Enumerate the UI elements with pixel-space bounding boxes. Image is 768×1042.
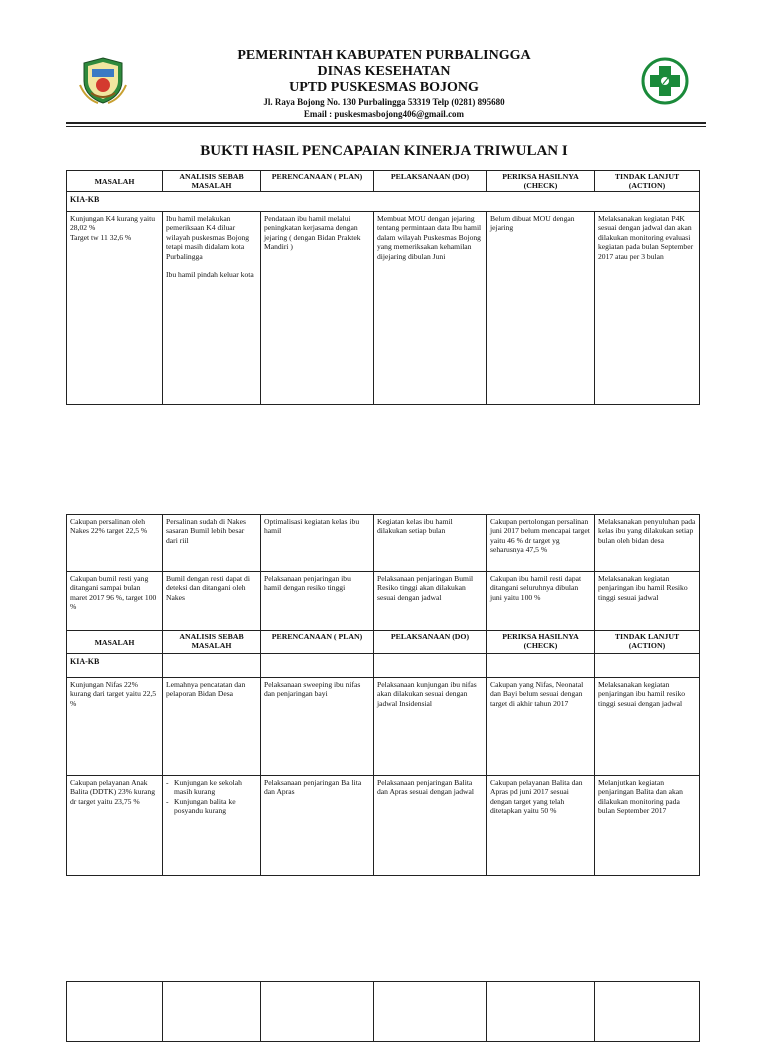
- cell-analisis: Ibu hamil melakukan pemeriksaan K4 diluar wilayah puskesmas Bojong tetapi masih didalam kota Purbalingga Ibu hamil pindah keluar kota: [163, 212, 261, 405]
- col-header: PERIKSA HASILNYA (CHECK): [487, 171, 595, 192]
- cell-pelaksanaan: Pelaksanaan kunjungan ibu nifas akan dilakukan sesuai dengan jadwal Insidensial: [374, 678, 487, 776]
- cell-analisis: Persalinan sudah di Nakes sasaran Bumil lebih besar dari riil: [163, 515, 261, 572]
- table-row: [67, 678, 700, 776]
- empty-cell: [374, 654, 487, 678]
- cell-pelaksanaan: Kegiatan kelas ibu hamil dilakukan setiap bulan: [374, 515, 487, 572]
- cell-perencanaan: Pelaksanaan penjaringan Ba lita dan Apras: [261, 776, 374, 876]
- table-row: [67, 212, 700, 405]
- empty-cell: [163, 982, 261, 1042]
- empty-cell: [261, 982, 374, 1042]
- empty-cell: [67, 982, 163, 1042]
- cell-perencanaan: Optimalisasi kegiatan kelas ibu hamil: [261, 515, 374, 572]
- cell-pelaksanaan: Pelaksanaan penjaringan Bumil Resiko tinggi akan dilakukan sesuai dengan jadwal: [374, 572, 487, 631]
- table-row: [67, 515, 700, 572]
- header-line-1: PEMERINTAH KABUPATEN PURBALINGGA: [237, 48, 531, 63]
- col-header: TINDAK LANJUT (ACTION): [595, 171, 700, 192]
- cell-masalah: Kunjungan Nifas 22% kurang dari target yaitu 22,5 %: [67, 678, 163, 776]
- section-row: [67, 192, 700, 212]
- cell-tindak-lanjut: Melaksanakan penyuluhan pada kelas ibu yang dilakukan setiap bulan oleh bidan desa: [595, 515, 700, 572]
- empty-cell: [163, 654, 261, 678]
- col-header: MASALAH: [67, 171, 163, 192]
- cell-masalah: Cakupan bumil resti yang ditangani sampai bulan maret 2017 96 %, target 100 %: [67, 572, 163, 631]
- header-address: Jl. Raya Bojong No. 130 Purbalingga 53319 Telp (0281) 895680: [263, 97, 505, 107]
- empty-cell: [487, 654, 595, 678]
- list-item: - Kunjungan balita ke posyandu kurang: [166, 796, 236, 816]
- cell-periksa: Cakupan ibu hamil resti dapat ditangani seluruhnya dibulan juni yaitu 100 %: [487, 572, 595, 631]
- cell-analisis: Lemahnya pencatatan dan pelaporan Bidan Desa: [163, 678, 261, 776]
- col-header: PERENCANAAN ( PLAN): [261, 631, 374, 654]
- section-label: KIA-KB: [67, 654, 163, 678]
- cell-perencanaan: Pelaksanaan sweeping ibu nifas dan penjaringan bayi: [261, 678, 374, 776]
- cell-masalah: Kunjungan K4 kurang yaitu 28,02 % Target tw 11 32,6 %: [67, 212, 163, 405]
- cell-masalah: Cakupan persalinan oleh Nakes 22% target 22,5 %: [67, 515, 163, 572]
- cell-analisis: [163, 776, 261, 876]
- empty-cell: [374, 982, 487, 1042]
- table-row: [67, 776, 700, 876]
- col-header: TINDAK LANJUT (ACTION): [595, 631, 700, 654]
- header-divider-thin: [66, 126, 706, 127]
- col-header: PELAKSANAAN (DO): [374, 171, 487, 192]
- col-header: ANALISIS SEBAB MASALAH: [163, 631, 261, 654]
- cell-pelaksanaan: Pelaksanaan penjaringan Balita dan Apras sesuai dengan jadwal: [374, 776, 487, 876]
- cell-periksa: Belum dibuat MOU dengan jejaring: [487, 212, 595, 405]
- cell-masalah: Cakupan pelayanan Anak Balita (DDTK) 23% kurang dr target yaitu 23,75 %: [67, 776, 163, 876]
- cell-perencanaan: Pendataan ibu hamil melalui peningkatan kerjasama dengan jejaring ( dengan Bidan Praktek Mandiri ): [261, 212, 374, 405]
- table-row: [67, 572, 700, 631]
- cell-perencanaan: Pelaksanaan penjaringan ibu hamil dengan resiko tinggi: [261, 572, 374, 631]
- empty-cell: [595, 654, 700, 678]
- cell-periksa: Cakupan yang Nifas, Neonatal dan Bayi belum sesuai dengan target di akhir tahun 2017: [487, 678, 595, 776]
- performance-table-1: [66, 170, 700, 405]
- cell-analisis: Bumil dengan resti dapat di deteksi dan ditangani oleh Nakes: [163, 572, 261, 631]
- empty-cell: [261, 654, 374, 678]
- cell-tindak-lanjut: Melaksanakan kegiatan penjaringan ibu hamil Resiko tinggi sesuai jadwal: [595, 572, 700, 631]
- cell-pelaksanaan: Membuat MOU dengan jejaring tentang permintaan data Ibu hamil dalam wilayah Puskesmas Bojong yang memeriksakan kehamilan dijejaring dibulan Juni: [374, 212, 487, 405]
- header-email: Email : puskesmasbojong406@gmail.com: [303, 109, 465, 119]
- cell-periksa: Cakupan pelayanan Balita dan Apras pd juni 2017 sesuai dengan target yang telah ditetapkan yaitu 50 %: [487, 776, 595, 876]
- cell-tindak-lanjut: Melaksanakan kegiatan penjaringan ibu hamil resiko tinggi sesuai dengan jadwal: [595, 678, 700, 776]
- header-line-2: DINAS KESEHATAN: [317, 64, 451, 79]
- list-item: - Kunjungan ke sekolah masih kurang: [166, 778, 242, 797]
- col-header: MASALAH: [67, 631, 163, 654]
- empty-cell: [487, 982, 595, 1042]
- section-label: KIA-KB: [67, 192, 700, 212]
- performance-table-2: [66, 514, 700, 876]
- header-line-3: UPTD PUSKESMAS BOJONG: [289, 80, 479, 95]
- cell-tindak-lanjut: Melaksanakan kegiatan P4K sesuai dengan jadwal dan akan dilakukan monitoring evaluasi kegiatan pada bulan September 2017 atau per 3 bulan: [595, 212, 700, 405]
- col-header: PELAKSANAAN (DO): [374, 631, 487, 654]
- col-header: PERENCANAAN ( PLAN): [261, 171, 374, 192]
- performance-table-3: [66, 981, 700, 1042]
- empty-cell: [595, 982, 700, 1042]
- col-header: PERIKSA HASILNYA (CHECK): [487, 631, 595, 654]
- document-title: BUKTI HASIL PENCAPAIAN KINERJA TRIWULAN I: [200, 143, 568, 159]
- table-header-row: [67, 631, 700, 654]
- table-header-row: [67, 171, 700, 192]
- header-divider-thick: [66, 122, 706, 124]
- cell-tindak-lanjut: Melanjutkan kegiatan penjaringan Balita dan akan dilakukan monitoring pada bulan September 2017: [595, 776, 700, 876]
- table-row: [67, 982, 700, 1042]
- col-header: ANALISIS SEBAB MASALAH: [163, 171, 261, 192]
- section-row: [67, 654, 700, 678]
- cell-periksa: Cakupan pertolongan persalinan juni 2017 belum mencapai target yaitu 46 % dr target yg seharusnya 47,5 %: [487, 515, 595, 572]
